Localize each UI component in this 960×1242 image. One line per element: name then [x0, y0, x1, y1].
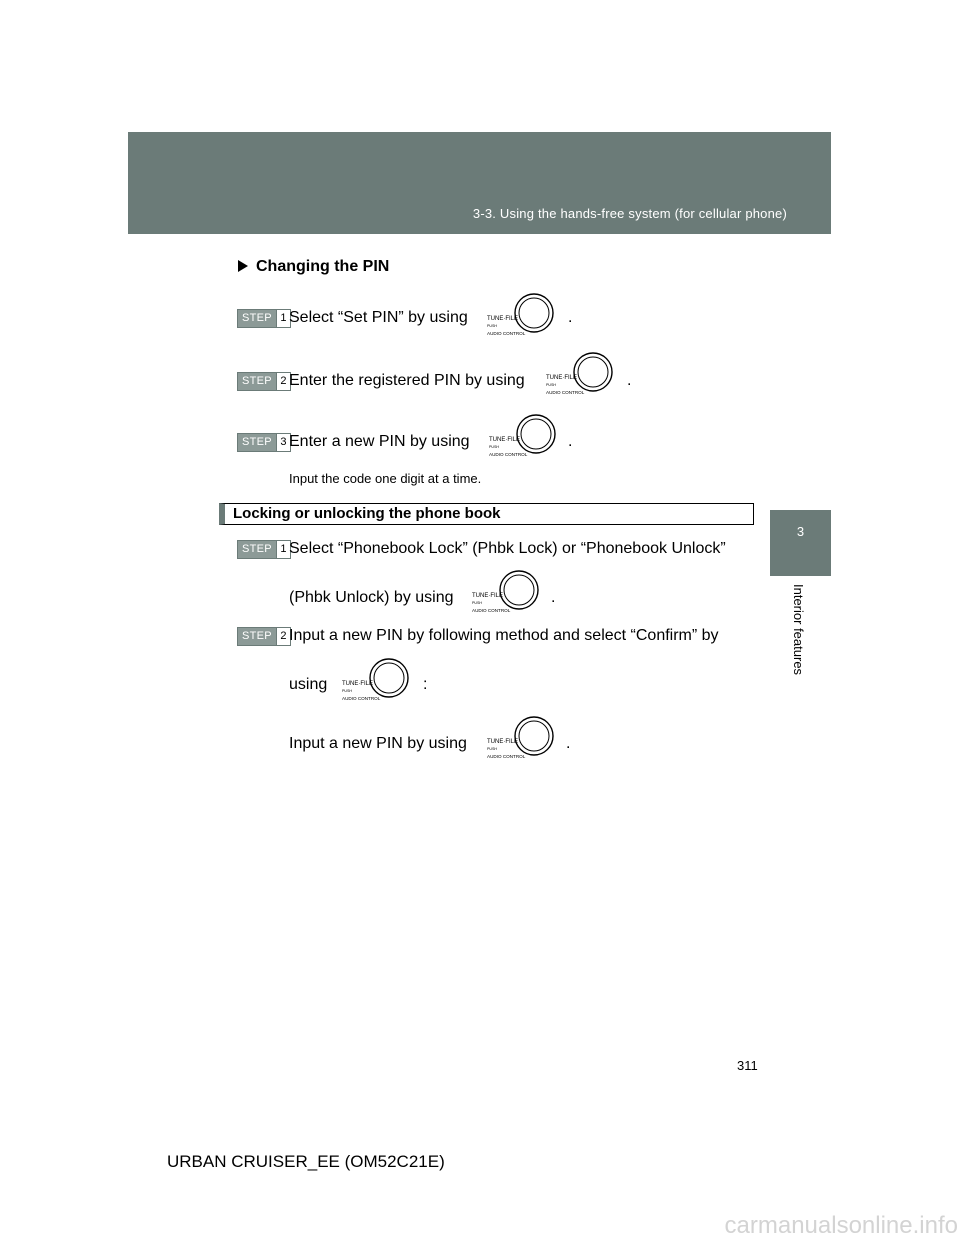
step-period: . — [551, 589, 556, 606]
knob-label-tune-file: TUNE·FILE — [342, 681, 374, 687]
chapter-label: Interior features — [791, 584, 806, 676]
step-period: . — [568, 309, 573, 326]
knob-label-push: PUSH — [472, 601, 482, 605]
step-number: 3 — [276, 434, 290, 451]
step-label: STEP — [238, 373, 276, 390]
watermark: carmanualsonline.info — [724, 1212, 958, 1239]
sub-item-text: Input a new PIN by using — [289, 735, 467, 752]
knob-label-audio-control: AUDIO CONTROL — [342, 696, 381, 701]
knob-label-audio-control: AUDIO CONTROL — [487, 754, 526, 759]
step-badge — [237, 540, 291, 559]
knob-dial-graphic — [488, 414, 564, 460]
step-label: STEP — [238, 541, 276, 558]
knob-label-tune-file: TUNE·FILE — [546, 375, 578, 381]
page-number: 311 — [737, 1058, 758, 1073]
knob-label-tune-file: TUNE·FILE — [487, 316, 519, 322]
knob-label-tune-file: TUNE·FILE — [489, 437, 521, 443]
knob-label-push: PUSH — [487, 747, 497, 751]
step-number: 2 — [276, 628, 290, 645]
header-band — [128, 132, 831, 234]
knob-label-audio-control: AUDIO CONTROL — [489, 452, 528, 457]
tune-file-knob-icon — [471, 570, 547, 616]
chapter-tab — [770, 510, 831, 576]
knob-dial-graphic — [486, 716, 562, 762]
knob-label-push: PUSH — [487, 324, 497, 328]
knob-label-push: PUSH — [342, 689, 352, 693]
sub-heading — [238, 258, 389, 276]
step-text-continued: (Phbk Unlock) by using — [289, 589, 454, 606]
knob-label-tune-file: TUNE·FILE — [487, 739, 519, 745]
step-badge — [237, 372, 291, 391]
sub-item-period: . — [566, 735, 571, 752]
knob-label-audio-control: AUDIO CONTROL — [487, 331, 526, 336]
step-badge — [237, 627, 291, 646]
knob-label-push: PUSH — [546, 383, 556, 387]
knob-label-tune-file: TUNE·FILE — [472, 593, 504, 599]
step-colon: : — [423, 676, 428, 693]
step-text: Input a new PIN by following method and select “Confirm” by — [289, 627, 719, 644]
tune-file-knob-icon — [545, 352, 621, 398]
knob-dial-graphic — [471, 570, 547, 616]
knob-dial-graphic — [545, 352, 621, 398]
step-label: STEP — [238, 628, 276, 645]
note-text: Input the code one digit at a time. — [289, 471, 482, 486]
knob-label-audio-control: AUDIO CONTROL — [546, 390, 585, 395]
knob-dial-graphic — [341, 658, 417, 704]
step-label: STEP — [238, 434, 276, 451]
section-header-title: 3-3. Using the hands-free system (for cellular phone) — [472, 206, 787, 221]
tune-file-knob-icon — [341, 658, 417, 704]
step-number: 1 — [276, 310, 290, 327]
step-text: Select “Phonebook Lock” (Phbk Lock) or “Phonebook Unlock” — [289, 540, 726, 557]
step-label: STEP — [238, 310, 276, 327]
step-badge — [237, 433, 291, 452]
knob-label-audio-control: AUDIO CONTROL — [472, 608, 511, 613]
sub-heading-text: Changing the PIN — [256, 258, 390, 275]
step-text: Enter a new PIN by using — [289, 433, 470, 450]
chapter-number: 3 — [796, 524, 805, 539]
step-period: . — [568, 433, 573, 450]
tune-file-knob-icon — [488, 414, 564, 460]
step-number: 2 — [276, 373, 290, 390]
step-text: Enter the registered PIN by using — [289, 372, 525, 389]
tune-file-knob-icon — [486, 716, 562, 762]
knob-dial-graphic — [486, 293, 562, 339]
tune-file-knob-icon — [486, 293, 562, 339]
section-heading: Locking or unlocking the phone book — [219, 503, 754, 525]
footer-model: URBAN CRUISER_EE (OM52C21E) — [167, 1152, 445, 1171]
knob-label-push: PUSH — [489, 445, 499, 449]
step-text: Select “Set PIN” by using — [289, 309, 468, 326]
triangle-bullet-icon — [238, 260, 248, 272]
step-text-continued: using — [289, 676, 328, 693]
step-number: 1 — [276, 541, 290, 558]
step-period: . — [627, 372, 632, 389]
step-badge — [237, 309, 291, 328]
